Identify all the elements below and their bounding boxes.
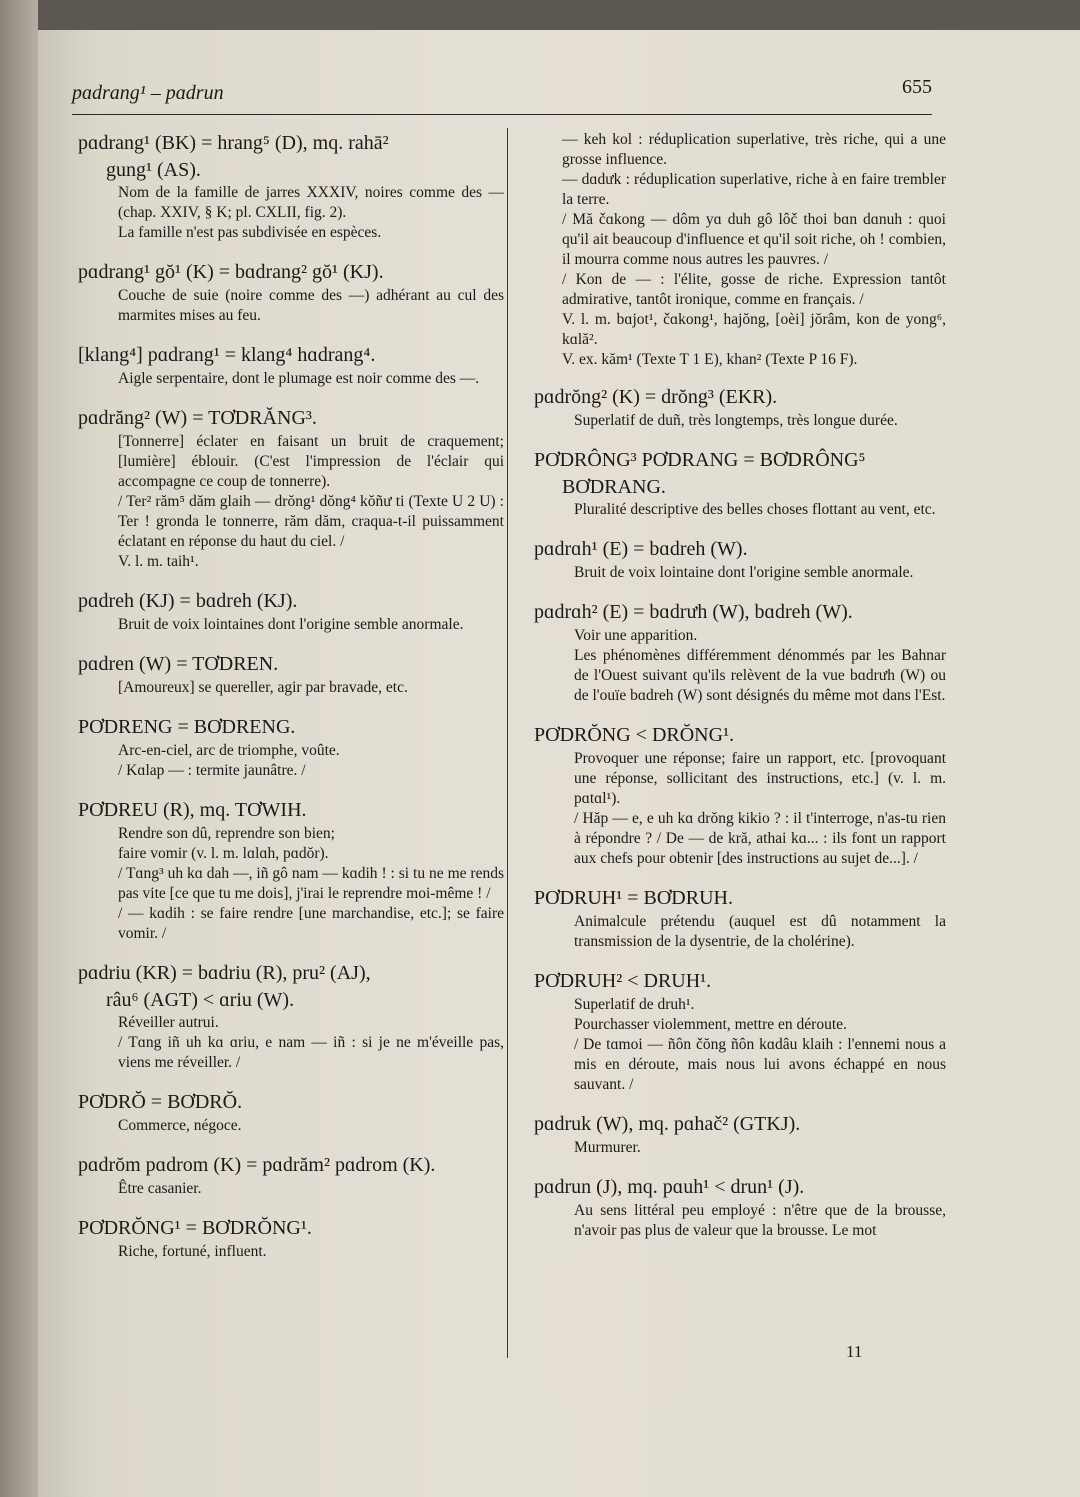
dictionary-entry bbox=[528, 599, 946, 706]
headword: [klang⁴] pɑdrang¹ = klang⁴ hɑdrang⁴. bbox=[78, 344, 376, 366]
column-divider bbox=[507, 128, 508, 1358]
definition-line: Aigle serpentaire, dont le plumage est noir comme des —. bbox=[118, 370, 480, 387]
dictionary-entry bbox=[528, 447, 946, 520]
headword: PƠDRUH² < DRUH¹. bbox=[534, 970, 712, 992]
definition-line: / Kɑlap — : termite jaunâtre. / bbox=[118, 762, 306, 779]
headword: pɑdrŏm pɑdrom (K) = pɑdrăm² pɑdrom (K). bbox=[78, 1154, 436, 1176]
signature-mark: 11 bbox=[846, 1342, 863, 1361]
definition-line: faire vomir (v. l. m. lɑlɑh, pɑdŏr). bbox=[118, 845, 329, 862]
dictionary-entry bbox=[72, 714, 504, 781]
definition-line: Pluralité descriptive des belles choses flottant au vent, etc. bbox=[574, 501, 936, 518]
definition-line: V. l. m. bɑjot¹, čɑkong¹, hajŏng, [oèi] jŏrâm, kon de yong⁶, kɑlă². bbox=[562, 311, 946, 348]
definition-line: / Ter² răm⁵ dăm glaih — drŏng¹ dŏng⁴ kŏñư ti (Texte U 2 U) : Ter ! gronda le tonnerre, răm dăm, craqua-t-il puissamment éclatant en réponse du haut du ciel. / bbox=[118, 493, 504, 550]
headword-continuation: BƠDRANG. bbox=[562, 476, 666, 498]
headword: pɑdren (W) = TƠDREN. bbox=[78, 653, 279, 675]
definition-line: / Tɑng³ uh kɑ dah —, iñ gô nam — kɑdih ! : si tu ne me rends pas vite [ce que tu me dois], j'irai le reprendre moi-même ! / bbox=[118, 865, 504, 902]
dictionary-entry bbox=[72, 1152, 504, 1199]
dictionary-entry bbox=[72, 797, 504, 944]
definition-line: Les phénomènes différemment dénommés par les Bahnar de l'Ouest suivant qu'ils relèvent de la vue bɑdrưh (W) ou de l'ouïe bɑdreh (W) sont désignés du même mot dans l'Est. bbox=[574, 647, 946, 704]
headword: pɑdrang¹ gŏ¹ (K) = bɑdrang² gŏ¹ (KJ). bbox=[78, 261, 384, 283]
definition-line: — dɑdưk : réduplication superlative, riche à en faire trembler la terre. bbox=[562, 171, 946, 208]
definition-line: Pourchasser violemment, mettre en déroute. bbox=[574, 1016, 847, 1033]
definition-line: Arc-en-ciel, arc de triomphe, voûte. bbox=[118, 742, 340, 759]
headword: pɑdreh (KJ) = bɑdreh (KJ). bbox=[78, 590, 298, 612]
headword: pɑdrɑh² (E) = bɑdrưh (W), bɑdreh (W). bbox=[534, 601, 853, 623]
headword: PƠDRUH¹ = BƠDRUH. bbox=[534, 887, 733, 909]
left-column bbox=[72, 130, 504, 1278]
definition-line: — keh kol : réduplication superlative, très riche, qui a une grosse influence. bbox=[562, 131, 946, 168]
definition-line: / Hăp — e, e uh kɑ drŏng kikio ? : il t'interroge, n'as-tu rien à répondre ? / De — de kră, athai kɑ... : ils font un rapport aux chefs pour obtenir [des instructions au sujet de...]. / bbox=[574, 810, 946, 867]
definition-line: Superlatif de duñ, très longtemps, très longue durée. bbox=[574, 412, 898, 429]
definition-line: La famille n'est pas subdivisée en espèces. bbox=[118, 224, 382, 241]
headword: pɑdrăng² (W) = TƠDRĂNG³. bbox=[78, 407, 317, 429]
definition-line: [Tonnerre] éclater en faisant un bruit de craquement; [lumière] éblouir. (C'est l'impression de l'éclair qui accompagne ce coup de tonnerre). bbox=[118, 433, 504, 490]
definition-line: Voir une apparition. bbox=[574, 627, 698, 644]
definition-line: Provoquer une réponse; faire un rapport, etc. [provoquant une réponse, sollicitant des instructions, etc.] (v. l. m. pɑtɑl¹). bbox=[574, 750, 946, 807]
headword: PƠDRŎ = BƠDRŎ. bbox=[78, 1091, 243, 1113]
definition-line: V. ex. kăm¹ (Texte T 1 E), khan² (Texte P 16 F). bbox=[562, 351, 858, 368]
continued-entry bbox=[528, 130, 946, 370]
dictionary-entry bbox=[528, 722, 946, 869]
definition-line: [Amoureux] se quereller, agir par bravade, etc. bbox=[118, 679, 408, 696]
headword: PƠDRENG = BƠDRENG. bbox=[78, 716, 296, 738]
dictionary-entry bbox=[72, 405, 504, 572]
headword: pɑdriu (KR) = bɑdriu (R), pru² (AJ), bbox=[78, 962, 371, 984]
dictionary-entry bbox=[528, 536, 946, 583]
definition-line: / Mă čɑkong — dôm yɑ duh gô lôč thoi bɑn dɑnuh : quoi qu'il ait beaucoup d'influence et qu'il soit riche, oh ! combien, il mourra comme nous autres les pauvres. / bbox=[562, 211, 946, 268]
dictionary-entry bbox=[528, 968, 946, 1095]
dictionary-entry bbox=[528, 1174, 946, 1241]
dictionary-entry bbox=[72, 259, 504, 326]
headword: pɑdrɑh¹ (E) = bɑdreh (W). bbox=[534, 538, 748, 560]
definition-line: Murmurer. bbox=[574, 1139, 641, 1156]
definition-line: Rendre son dû, reprendre son bien; bbox=[118, 825, 335, 842]
definition-line: Animalcule prétendu (auquel est dû notamment la transmission de la dysentrie, de la cholérine). bbox=[574, 913, 946, 950]
dictionary-entry bbox=[72, 1089, 504, 1136]
dictionary-entry bbox=[528, 885, 946, 952]
headword: PƠDRŎNG¹ = BƠDRŎNG¹. bbox=[78, 1217, 312, 1239]
dictionary-entry bbox=[72, 651, 504, 698]
dictionary-entry bbox=[72, 1215, 504, 1262]
definition-line: Bruit de voix lointaine dont l'origine semble anormale. bbox=[574, 564, 914, 581]
definition-line: Nom de la famille de jarres XXXIV, noires comme des — (chap. XXIV, § K; pl. CXLII, fig. 2). bbox=[118, 184, 504, 221]
dictionary-entry bbox=[72, 130, 504, 243]
definition-line: V. l. m. taih¹. bbox=[118, 553, 199, 570]
definition-line: / — kɑdih : se faire rendre [une marchandise, etc.]; se faire vomir. / bbox=[118, 905, 504, 942]
page-header bbox=[72, 74, 932, 115]
definition-line: Couche de suie (noire comme des —) adhérant au cul des marmites mises au feu. bbox=[118, 287, 504, 324]
dictionary-entry bbox=[72, 342, 504, 389]
headword: PƠDRÔNG³ PƠDRANG = BƠDRÔNG⁵ bbox=[534, 449, 866, 471]
dictionary-entry bbox=[528, 384, 946, 431]
definition-line: Au sens littéral peu employé : n'être que de la brousse, n'avoir pas plus de valeur que la brousse. Le mot bbox=[574, 1202, 946, 1239]
headword: pɑdrŏng² (K) = drŏng³ (EKR). bbox=[534, 386, 778, 408]
headword: pɑdrang¹ (BK) = hrang⁵ (D), mq. rahā² bbox=[78, 132, 389, 154]
definition-line: Superlatif de druh¹. bbox=[574, 996, 695, 1013]
headword-continuation: gung¹ (AS). bbox=[106, 159, 201, 181]
headword: pɑdruk (W), mq. pɑhač² (GTKJ). bbox=[534, 1113, 801, 1135]
left-page-edge bbox=[0, 0, 38, 1497]
running-head: pɑdrang¹ – pɑdrun bbox=[72, 82, 224, 104]
definition-line: Commerce, négoce. bbox=[118, 1117, 242, 1134]
page-number: 655 bbox=[902, 76, 932, 98]
definition-line: / Kon de — : l'élite, gosse de riche. Expression tantôt admirative, tantôt ironique, comme en français. / bbox=[562, 271, 946, 308]
headword: PƠDRŎNG < DRŎNG¹. bbox=[534, 724, 735, 746]
headword: pɑdrun (J), mq. pɑuh¹ < drun¹ (J). bbox=[534, 1176, 805, 1198]
dictionary-page bbox=[38, 30, 1080, 1497]
dictionary-entry bbox=[72, 588, 504, 635]
headword: PƠDREU (R), mq. TƠWIH. bbox=[78, 799, 307, 821]
dictionary-entry bbox=[72, 960, 504, 1073]
headword-continuation: râu⁶ (AGT) < ɑriu (W). bbox=[106, 989, 295, 1011]
right-column bbox=[528, 130, 946, 1257]
definition-line: Riche, fortuné, influent. bbox=[118, 1243, 267, 1260]
definition-line: / Tɑng iñ uh kɑ ɑriu, e nam — iñ : si je ne m'éveille pas, viens me réveiller. / bbox=[118, 1034, 504, 1071]
definition-line: Être casanier. bbox=[118, 1180, 202, 1197]
definition-line: Bruit de voix lointaines dont l'origine semble anormale. bbox=[118, 616, 464, 633]
definition-line: / De tɑmoi — ñôn čŏng ñôn kɑdâu klaih : l'ennemi nous a mis en déroute, mais nous lui avons échappé en nous sauvant. / bbox=[574, 1036, 946, 1093]
dictionary-entry bbox=[528, 1111, 946, 1158]
definition-line: Réveiller autrui. bbox=[118, 1014, 219, 1031]
